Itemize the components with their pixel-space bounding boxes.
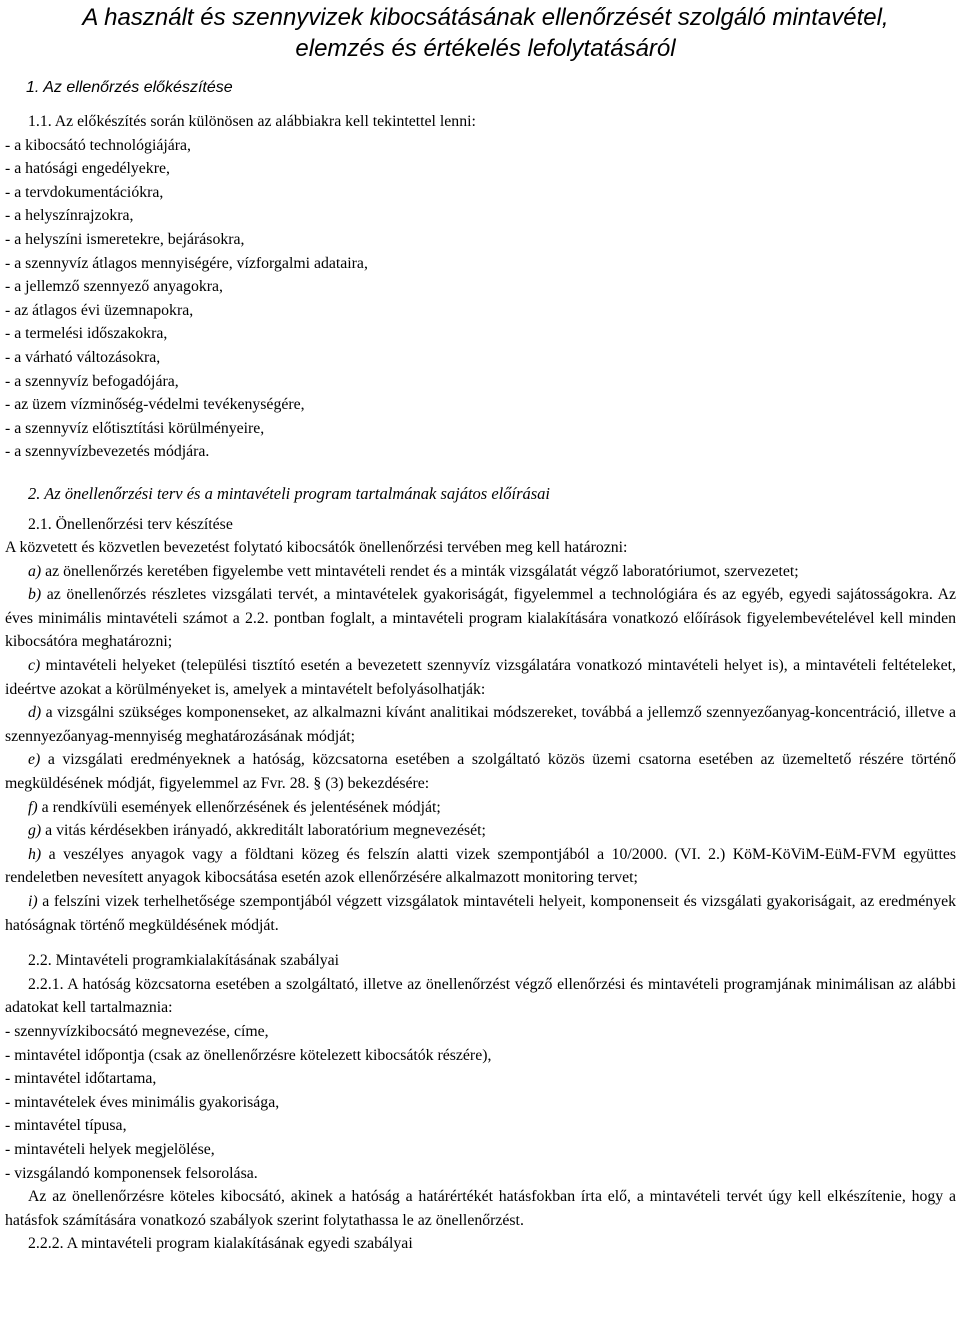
item-a bbox=[5, 560, 956, 584]
item-text: a vitás kérdésekben irányadó, akkreditált laboratórium megnevezését; bbox=[41, 822, 486, 840]
section-2-2-title: 2.2. Mintavételi programkialakításának szabályai bbox=[28, 952, 340, 970]
list-item: - az üzem vízminőség-védelmi tevékenységére, bbox=[5, 396, 305, 414]
item-g bbox=[5, 819, 956, 843]
section-1-1-list bbox=[5, 134, 956, 464]
list-item: - mintavétel időtartama, bbox=[5, 1070, 157, 1088]
item-c bbox=[5, 654, 956, 701]
list-item: - szennyvízkibocsátó megnevezése, címe, bbox=[5, 1022, 269, 1040]
list-item: - a termelési időszakokra, bbox=[5, 325, 168, 343]
list-item: - mintavétel típusa, bbox=[5, 1117, 127, 1135]
list-item: - mintavételi helyek megjelölése, bbox=[5, 1140, 215, 1158]
list-item: - a várható változásokra, bbox=[5, 348, 161, 366]
section-2-2-1-closing: Az az önellenőrzésre köteles kibocsátó, akinek a hatóság a határértékét hatásfokban írta elő, a mintavételi tervét úgy kell elkészítenie, hogy a hatásfok számítására vonatkozó szabályok szerint folytathassa le az önellenőrzést. bbox=[5, 1188, 956, 1229]
item-label: d) bbox=[28, 704, 42, 722]
list-item: - a helyszínrajzokra, bbox=[5, 207, 134, 225]
list-item: - a szennyvíz előtisztítási körülményeire, bbox=[5, 419, 265, 437]
item-text: az önellenőrzés keretében figyelembe vett mintavételi rendet és a minták vizsgálatát végző laboratóriumot, szervezetet; bbox=[41, 562, 799, 580]
item-f bbox=[5, 796, 956, 820]
item-label: f) bbox=[28, 798, 38, 816]
item-h bbox=[5, 843, 956, 890]
section-2-2-2-title: 2.2.2. A mintavételi program kialakításának egyedi szabályai bbox=[28, 1235, 413, 1253]
item-label: g) bbox=[28, 822, 42, 840]
item-label: h) bbox=[28, 845, 42, 863]
list-item: - mintavétel időpontja (csak az önellenőrzésre kötelezett kibocsátók részére), bbox=[5, 1046, 492, 1064]
section-1-heading: 1. Az ellenőrzés előkészítése bbox=[26, 79, 233, 96]
item-text: a vizsgálni szükséges komponenseket, az alkalmazni kívánt analitikai módszereket, továbbá a jellemző szennyezőanyag-koncentráció, illetve a szennyezőanyag-mennyiség meghatározásának módját; bbox=[5, 704, 956, 745]
document-page bbox=[0, 2, 960, 1317]
document-title bbox=[5, 2, 956, 64]
section-2-1-title: 2.1. Önellenőrzési terv készítése bbox=[28, 515, 233, 533]
item-text: a vizsgálati eredményeknek a hatóság, közcsatorna esetében a szolgáltató közös üzemi csatorna esetében az üzemeltető részére történő megküldésének módját, figyelemmel az Fvr. 28. § (3) bekezdésére: bbox=[5, 751, 956, 793]
item-d bbox=[5, 701, 956, 748]
item-label: a) bbox=[28, 562, 42, 580]
item-text: az önellenőrzés részletes vizsgálati tervét, a mintavételek gyakoriságát, figyelemmel a technológiára és az egyéb, egyedi sajátosságokra. Az éves minimális mintavételi számot a 2.2. pontban foglalt, a mintavételi program kialakítására vonatkozó előírások figyelembevételével kell minden kibocsátóra meghatározni; bbox=[5, 586, 956, 651]
item-text: mintavételi helyeket (települési tisztító esetén a bevezetett szennyvíz vizsgálatára vonatkozó mintavételi helyet is), a mintavételi feltételeket, ideértve azokat a körülményeket is, amelyek a mintavételt befolyásolhatják: bbox=[5, 657, 956, 698]
item-label: i) bbox=[28, 893, 38, 910]
section-2-2-1-intro: 2.2.1. A hatóság közcsatorna esetében a szolgáltató, illetve az önellenőrzést végző ellenőrzési és mintavételi programjának minimálisan az alábbi adatokat kell tartalmaznia: bbox=[5, 975, 956, 1017]
list-item: - a helyszíni ismeretekre, bejárásokra, bbox=[5, 230, 245, 248]
title-line-2: elemzés és értékelés lefolytatásáról bbox=[295, 35, 676, 62]
list-item: - a szennyvíz befogadójára, bbox=[5, 372, 179, 390]
item-e bbox=[5, 748, 956, 795]
item-label: e) bbox=[28, 751, 41, 769]
section-1-1-intro: 1.1. Az előkészítés során különösen az alábbiakra kell tekintettel lenni: bbox=[28, 113, 476, 130]
item-b bbox=[5, 583, 956, 654]
list-item: - az átlagos évi üzemnapokra, bbox=[5, 301, 194, 319]
item-text: a veszélyes anyagok vagy a földtani közeg és felszín alatti vizek szempontjából a 10/2000. (VI. 2.) KöM-KöViM-EüM-FVM együttes rendeletben nevesített anyagok kibocsátása esetén azok ellenőrzésére alkalmazott monitoring tervet; bbox=[5, 845, 956, 887]
spacer bbox=[5, 937, 956, 949]
list-item: - a jellemző szennyező anyagokra, bbox=[5, 278, 223, 296]
item-i bbox=[5, 890, 956, 937]
section-2-heading: 2. Az önellenőrzési terv és a mintavételi program tartalmának sajátos előírásai bbox=[28, 483, 551, 503]
section-2-1-intro: A közvetett és közvetlen bevezetést folytató kibocsátók önellenőrzési tervében meg kell határozni: bbox=[5, 539, 628, 557]
title-line-1: A használt és szennyvizek kibocsátásának ellenőrzését szolgáló mintavétel, bbox=[82, 4, 889, 31]
list-item: - a hatósági engedélyekre, bbox=[5, 160, 170, 178]
list-item: - a szennyvíz átlagos mennyiségére, vízforgalmi adataira, bbox=[5, 254, 368, 272]
list-item: - a szennyvízbevezetés módjára. bbox=[5, 443, 210, 461]
section-2-2-1-list bbox=[5, 1020, 956, 1185]
list-item: - a kibocsátó technológiájára, bbox=[5, 136, 191, 154]
item-label: b) bbox=[28, 586, 42, 604]
list-item: - a tervdokumentációkra, bbox=[5, 183, 164, 201]
item-text: a rendkívüli események ellenőrzésének és jelentésének módját; bbox=[37, 798, 441, 816]
item-label: c) bbox=[28, 657, 41, 675]
list-item: - mintavételek éves minimális gyakorisága, bbox=[5, 1093, 280, 1111]
item-text: a felszíni vizek terhelhetősége szempontjából végzett vizsgálatok mintavételi helyeit, komponenseit és vizsgálati gyakoriságait, az eredmények hatóságnak történő megküldésének módját. bbox=[5, 893, 956, 934]
list-item: - vizsgálandó komponensek felsorolása. bbox=[5, 1164, 258, 1182]
